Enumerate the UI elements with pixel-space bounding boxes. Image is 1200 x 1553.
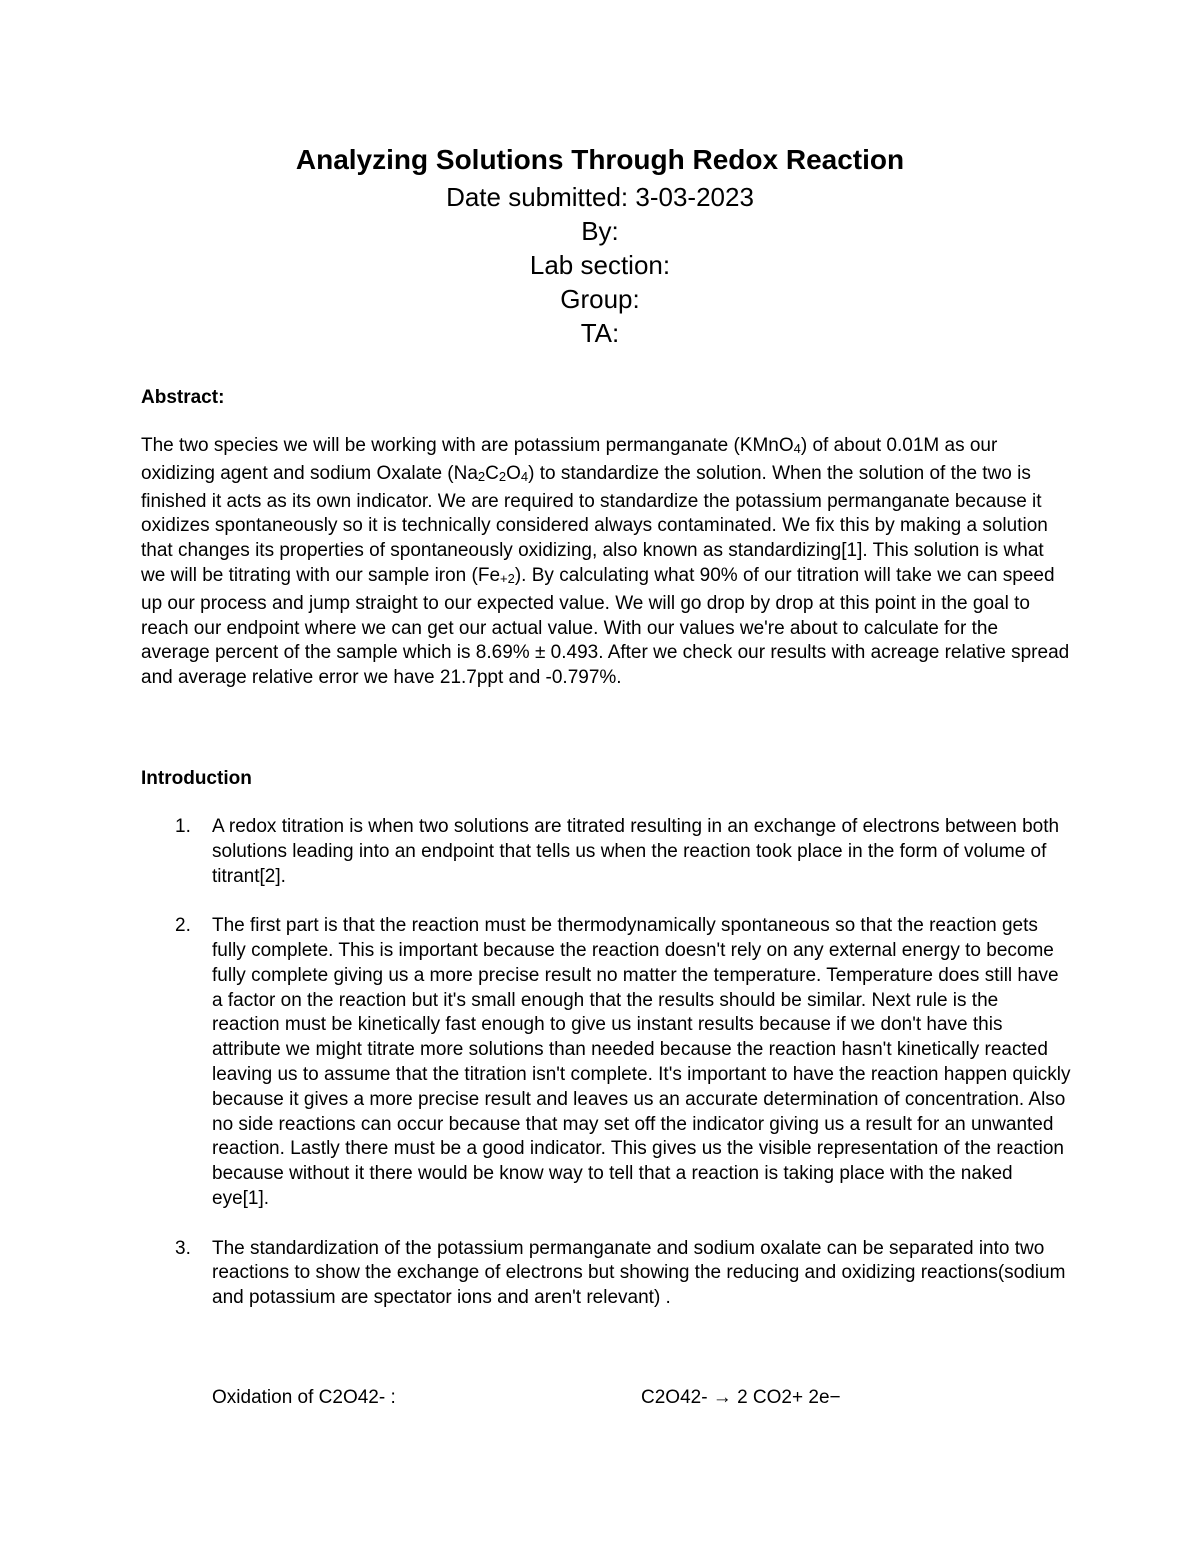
subscript: 4: [520, 468, 529, 484]
oxidation-label: Oxidation of C2O42- :: [212, 1387, 396, 1408]
oxidation-equation: C2O42- → 2 CO2+ 2e−: [641, 1387, 841, 1408]
author-line: By:: [581, 216, 619, 246]
lab-section-line: Lab section:: [529, 250, 671, 280]
subscript: 2: [498, 468, 507, 484]
abstract-paragraph: [141, 434, 1071, 691]
list-item: [141, 914, 1071, 1212]
list-item-number: 1.: [175, 816, 191, 837]
date-submitted: Date submitted: 3-03-2023: [446, 182, 754, 212]
list-item-number: 3.: [175, 1237, 191, 1259]
abstract-text-part: O: [506, 462, 521, 484]
introduction-heading: Introduction: [141, 768, 252, 789]
list-item-text: The first part is that the reaction must be thermodynamically spontaneous so that the reaction gets fully complete. This is important because the reaction doesn't rely on any external energy to become fully complete giving us a more precise result no matter the temperature. Temperature does still have a factor on the reaction but it's small enough that the results should be similar. Next rule is the reaction must be kinetically fast enough to give us instant results because if we don't have this attribute we might titrate more solutions than needed because the reaction hasn't kinetically reacted leaving us to assume that the titration isn't complete. It's important to have the reaction happen quickly because it gives a more precise result and leaves us an accurate determination of concentration. Also no side reactions can occur because that may set off the indicator giving us a result for an unwanted reaction. Lastly there must be a good indicator. This gives us the visible representation of the reaction because without it there would be know way to tell that a reaction is taking place with the naked eye[1].: [212, 915, 1071, 1209]
group-line: Group:: [560, 284, 640, 314]
list-item: [141, 1237, 1071, 1311]
title-block: [0, 140, 1200, 350]
list-item-text: A redox titration is when two solutions are titrated resulting in an exchange of electrons between both solutions leading into an endpoint that tells us when the reaction took place in the form of volume of titrant[2].: [212, 816, 1060, 887]
abstract-text-part: C: [485, 462, 499, 484]
abstract-text-part: ). By calculating what 90% of our titration will take we can speed up our process and jump straight to our expected value. We will go drop by drop at this point in the goal to reach our endpoint where we can get our actual value. With our values we're about to calculate for the average percent of the sample which is 8.69% ± 0.493. After we check our results with acreage relative spread and average relative error we have 21.7ppt and -0.797%.: [141, 564, 1070, 689]
document-title: Analyzing Solutions Through Redox Reaction: [295, 144, 905, 175]
abstract-text-part: ) of about 0.01M as our oxidizing agent and sodium Oxalate (Na: [141, 435, 998, 484]
superscript-charge: +2: [500, 570, 515, 586]
abstract-text-part: ) to standardize the solution. When the solution of the two is finished it acts as its own indicator. We are required to standardize the potassium permanganate because it oxidizes spontaneously so it is technically considered always contaminated. We fix this by making a solution that changes its properties of spontaneously oxidizing, also known as standardizing[1]. This solution is what we will be titrating with our sample iron (Fe: [141, 462, 1048, 586]
list-item-text: The standardization of the potassium permanganate and sodium oxalate can be separated into two reactions to show the exchange of electrons but showing the reducing and oxidizing reactions(sodium and potassium are spectator ions and aren't relevant) .: [212, 1237, 1066, 1309]
abstract-text-part: The two species we will be working with are potassium permanganate (KMnO: [141, 435, 794, 456]
subscript: 2: [477, 468, 486, 484]
list-item-number: 2.: [175, 915, 191, 937]
abstract-heading: Abstract:: [141, 387, 225, 408]
list-item: [141, 815, 1071, 889]
subscript: 4: [793, 441, 801, 456]
introduction-list: [141, 815, 1071, 1336]
ta-line: TA:: [580, 318, 620, 348]
